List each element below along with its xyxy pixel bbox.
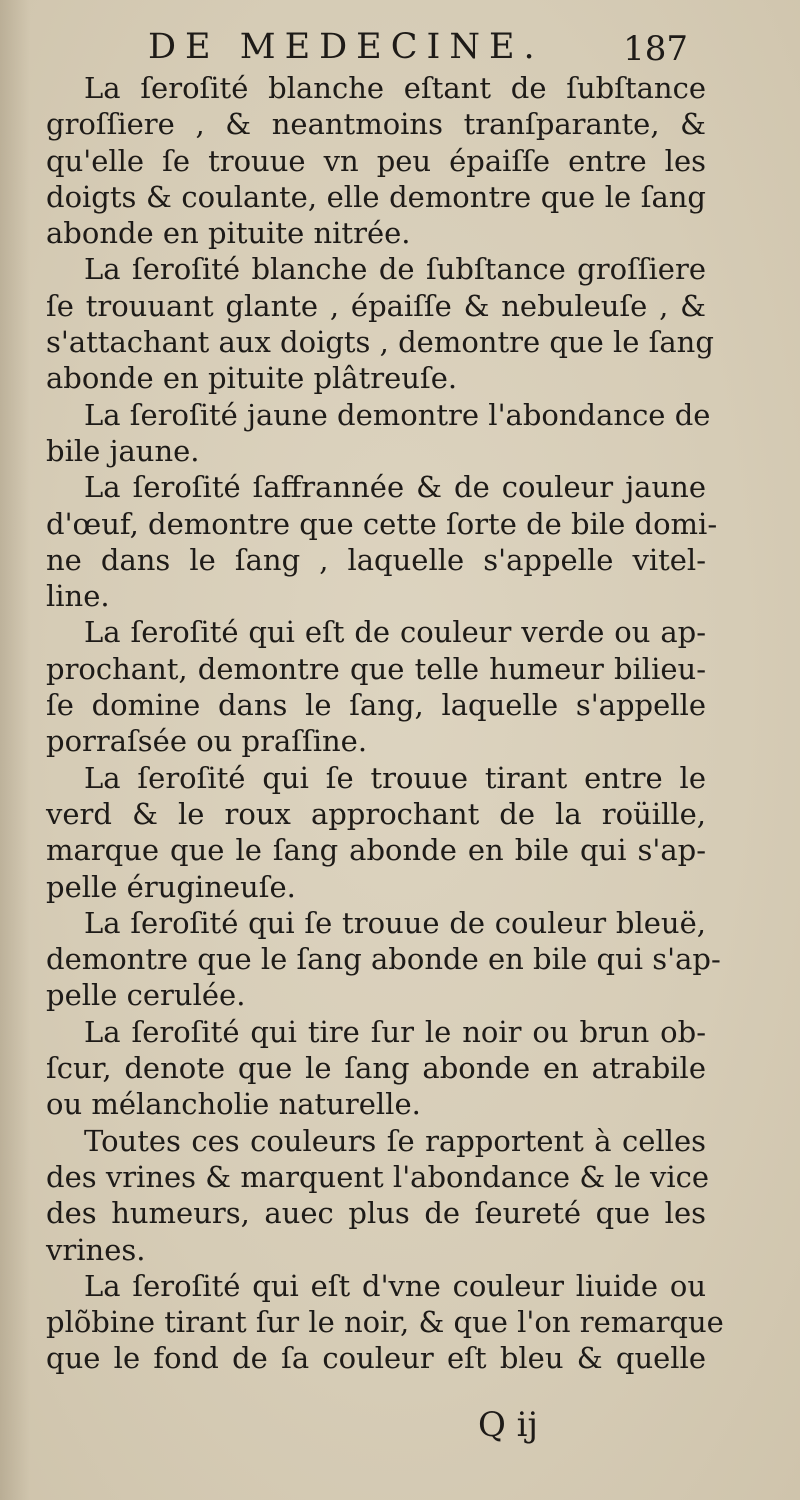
text-line: marque que le ſang abonde en bile qui s'ap- <box>46 833 706 868</box>
text-line: des humeurs, auec plus de ſeureté que les <box>46 1196 706 1231</box>
body-text <box>46 70 724 1377</box>
text-line: vrines. <box>46 1232 146 1267</box>
text-line: ſe domine dans le ſang, laquelle s'appelle <box>46 688 706 723</box>
text-line: bile jaune. <box>46 433 200 468</box>
text-line: qu'elle ſe trouue vn peu épaiſſe entre les <box>46 143 706 178</box>
text-line: porraſsée ou praſſine. <box>46 724 368 759</box>
text-line: abonde en pituite plâtreuſe. <box>46 361 458 396</box>
text-line: pelle érugineuſe. <box>46 869 296 904</box>
running-head: DE MEDECINE. <box>148 27 544 67</box>
text-line: La ſeroſité qui eſt de couleur verde ou ap- <box>84 615 706 650</box>
text-line: ſe trouuant glante , épaiſſe & nebuleuſe , & <box>46 288 706 323</box>
text-line: La ſeroſité qui tire ſur le noir ou brun ob- <box>84 1014 706 1049</box>
text-line: Toutes ces couleurs ſe rapportent à celles <box>84 1123 706 1158</box>
text-line: prochant, demontre que telle humeur bilieu- <box>46 651 706 686</box>
text-line: demontre que le ſang abonde en bile qui s'ap- <box>46 942 721 977</box>
text-line: La ſeroſité blanche eſtant de ſubſtance <box>84 71 706 105</box>
page-edge-shadow <box>0 0 30 1500</box>
text-line: abonde en pituite nitrée. <box>46 216 411 251</box>
text-line: groſſiere , & neantmoins tranſparante, & <box>46 107 706 142</box>
text-line: d'œuf, demontre que cette ſorte de bile domi- <box>46 506 718 541</box>
text-line: La ſeroſité qui ſe trouue de couleur bleuë, <box>84 905 706 940</box>
text-line: pelle cerulée. <box>46 978 246 1013</box>
text-line: doigts & coulante, elle demontre que le ſang <box>46 179 706 214</box>
text-line: La ſeroſité blanche de ſubſtance groſſiere <box>84 252 706 287</box>
text-line: plõbine tirant ſur le noir, & que l'on remarque <box>46 1305 724 1340</box>
page-number: 187 <box>623 29 688 69</box>
text-line: ne dans le ſang , laquelle s'appelle vitel- <box>46 542 706 577</box>
text-line: verd & le roux approchant de la roüille, <box>46 796 706 831</box>
text-line: La ſeroſité qui eſt d'vne couleur liuide ou <box>84 1268 706 1303</box>
text-line: La ſeroſité jaune demontre l'abondance de <box>84 397 711 432</box>
signature-mark: Q ij <box>478 1405 539 1445</box>
text-line: ou mélancholie naturelle. <box>46 1087 421 1122</box>
text-line: des vrines & marquent l'abondance & le vice <box>46 1159 710 1194</box>
text-line: La ſeroſité ſaffrannée & de couleur jaune <box>84 470 706 505</box>
text-line: que le fond de ſa couleur eſt bleu & quelle <box>46 1341 706 1376</box>
text-line: La ſeroſité qui ſe trouue tirant entre le <box>84 760 706 795</box>
text-line: ſcur, denote que le ſang abonde en atrabile <box>46 1051 706 1086</box>
text-line: s'attachant aux doigts , demontre que le ſang <box>46 325 714 360</box>
text-line: line. <box>46 579 110 614</box>
